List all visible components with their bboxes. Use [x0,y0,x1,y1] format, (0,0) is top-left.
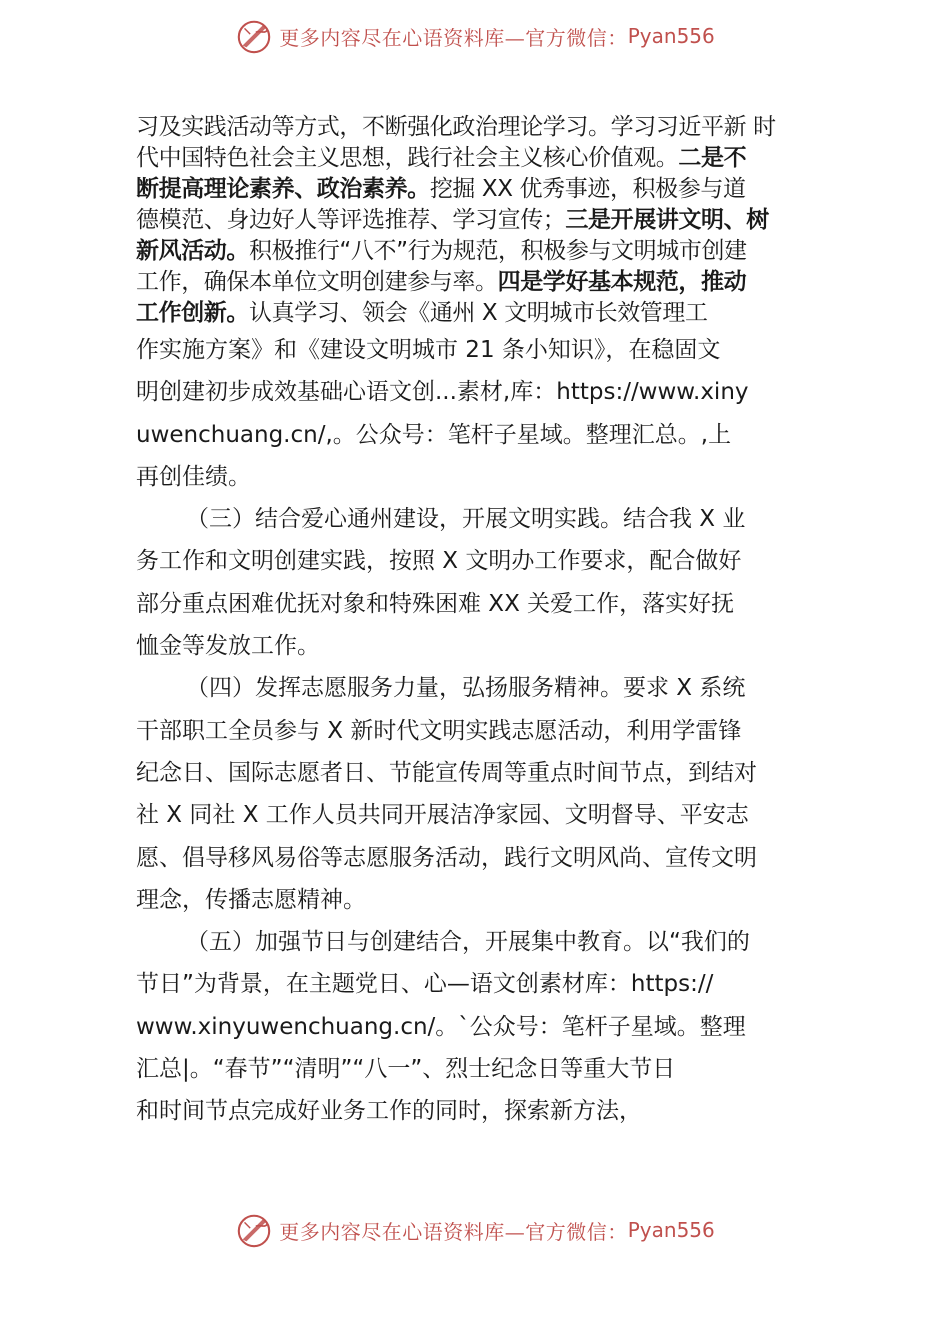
text-line: www.xinyuwenchuang.cn/。`公众号：笔杆子星域。整理 [136,1013,746,1040]
text-line: 代中国特色社会主义思想，践行社会主义核心价值观。二是不 [136,145,747,171]
watermark-wechat-id: Pyan556 [627,24,715,48]
text-line: 务工作和文明创建实践，按照 X 文明办工作要求，配合做好 [136,548,742,575]
text-line: 明创建初步成效基础心语文创...素材,库：https://www.xiny [136,379,749,406]
text-line: 部分重点困难优抚对象和特殊困难 XX 关爱工作，落实好抚 [136,590,735,617]
text-line: 德模范、身边好人等评选推荐、学习宣传；三是开展讲文明、树 [136,207,769,233]
text-line: 社 X 同社 X 工作人员共同开展洁净家园、文明督导、平安志 [136,802,749,829]
text-line: 习及实践活动等方式，不断强化政治理论学习。学习习近平新 时 [136,114,776,140]
feather-pen-logo-icon [235,1211,273,1249]
text-line: （五）加强节日与创建结合，开展集中教育。以“我们的 [186,929,750,956]
text-line: 作实施方案》和《建设文明城市 21 条小知识》，在稳固文 [136,337,721,363]
text-line: 愿、倡导移风易俗等志愿服务活动，践行文明风尚、宣传文明 [136,844,757,871]
text-line: 工作，确保本单位文明创建参与率。四是学好基本规范，推动 [136,269,747,295]
text-line: 恤金等发放工作。 [136,633,320,660]
document-body [136,112,836,1133]
text-line: 纪念日、国际志愿者日、节能宣传周等重点时间节点，到结对 [136,759,757,786]
text-line: 和时间节点完成好业务工作的同时，探索新方法， [136,1098,642,1125]
text-line: 节日”为背景，在主题党日、心—语文创素材库：https:// [136,971,714,998]
feather-pen-logo-icon [235,17,273,55]
text-line: 干部职工全员参与 X 新时代文明实践志愿活动，利用学雷锋 [136,717,742,744]
text-line: （四）发挥志愿服务力量，弘扬服务精神。要求 X 系统 [186,675,746,702]
watermark-wechat-id: Pyan556 [627,1218,715,1242]
footer-watermark [0,1205,950,1255]
text-line: 新风活动。积极推行“八不”行为规范，积极参与文明城市创建 [136,238,747,264]
text-line: uwenchuang.cn/,。公众号：笔杆子星域。整理汇总。,上 [136,421,732,448]
text-line: 工作创新。认真学习、领会《通州 X 文明城市长效管理工 [136,300,708,326]
text-line: 理念，传播志愿精神。 [136,886,366,913]
text-line: 汇总|。“春节”“清明”“八一”、烈士纪念日等重大节日 [136,1056,676,1083]
text-line: 断提高理论素养、政治素养。挖掘 XX 优秀事迹，积极参与道 [136,176,746,202]
header-watermark [0,11,950,61]
text-line: （三）结合爱心通州建设，开展文明实践。结合我 X 业 [186,506,746,533]
watermark-text: 更多内容尽在心语资料库—官方微信： [279,25,628,50]
watermark-text: 更多内容尽在心语资料库—官方微信： [279,1219,628,1244]
text-line: 再创佳绩。 [136,463,251,490]
